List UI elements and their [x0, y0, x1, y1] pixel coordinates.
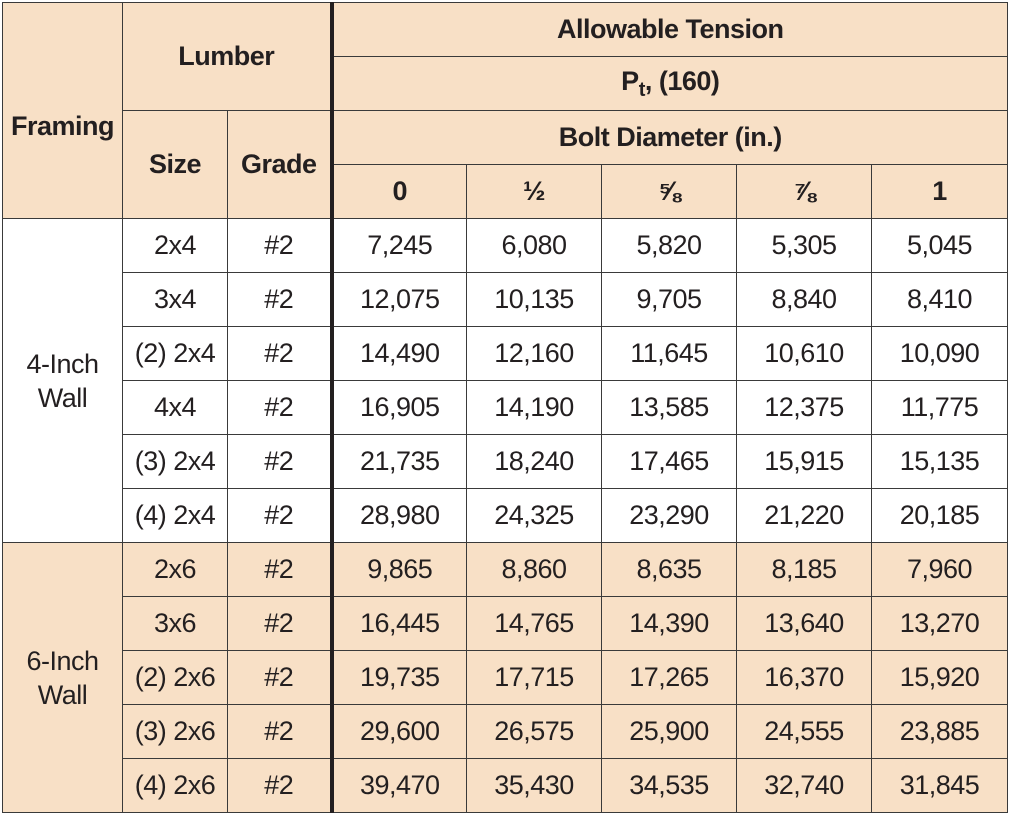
- tension-value-cell: 17,465: [602, 435, 737, 489]
- tension-value-cell: 20,185: [872, 489, 1008, 543]
- grade-cell: #2: [228, 435, 332, 489]
- tension-value-cell: 12,375: [737, 381, 872, 435]
- table-header: [3, 3, 1008, 219]
- tension-value-cell: 10,090: [872, 327, 1008, 381]
- tension-value-cell: 34,535: [602, 759, 737, 813]
- framing-label-line2: Wall: [37, 382, 88, 413]
- tension-value-cell: 12,075: [332, 273, 467, 327]
- framing-cell: [3, 219, 123, 543]
- tension-value-cell: 10,610: [737, 327, 872, 381]
- grade-cell: #2: [228, 219, 332, 273]
- tension-value-cell: 13,585: [602, 381, 737, 435]
- diameter-col-header: 1: [872, 165, 1008, 219]
- size-header: Size: [123, 111, 228, 219]
- diameter-col-header: 0: [332, 165, 467, 219]
- size-cell: 2x4: [123, 219, 228, 273]
- tension-value-cell: 5,305: [737, 219, 872, 273]
- diameter-col-header: ⅞: [737, 165, 872, 219]
- tension-value-cell: 8,185: [737, 543, 872, 597]
- framing-header-spacer: [3, 3, 123, 111]
- tension-value-cell: 8,410: [872, 273, 1008, 327]
- size-cell: 3x6: [123, 597, 228, 651]
- size-cell: 3x4: [123, 273, 228, 327]
- tension-value-cell: 31,845: [872, 759, 1008, 813]
- grade-cell: #2: [228, 651, 332, 705]
- tension-value-cell: 14,190: [467, 381, 602, 435]
- pt-subscript: t: [638, 78, 645, 101]
- tension-value-cell: 15,135: [872, 435, 1008, 489]
- size-cell: (3) 2x6: [123, 705, 228, 759]
- tension-value-cell: 9,705: [602, 273, 737, 327]
- framing-label-line2: Wall: [37, 679, 88, 710]
- tension-value-cell: 19,735: [332, 651, 467, 705]
- tension-value-cell: 25,900: [602, 705, 737, 759]
- tension-value-cell: 16,905: [332, 381, 467, 435]
- grade-cell: #2: [228, 489, 332, 543]
- tension-value-cell: 28,980: [332, 489, 467, 543]
- table-row: [3, 543, 1008, 597]
- tension-value-cell: 26,575: [467, 705, 602, 759]
- tension-value-cell: 21,220: [737, 489, 872, 543]
- tension-value-cell: 13,270: [872, 597, 1008, 651]
- framing-label-line1: 4-Inch: [26, 348, 99, 379]
- tension-value-cell: 15,920: [872, 651, 1008, 705]
- tension-value-cell: 39,470: [332, 759, 467, 813]
- tension-value-cell: 10,135: [467, 273, 602, 327]
- table-row: [3, 327, 1008, 381]
- tension-value-cell: 7,960: [872, 543, 1008, 597]
- size-cell: (3) 2x4: [123, 435, 228, 489]
- tension-value-cell: 8,840: [737, 273, 872, 327]
- size-cell: 4x4: [123, 381, 228, 435]
- grade-cell: #2: [228, 327, 332, 381]
- grade-cell: #2: [228, 543, 332, 597]
- framing-label-line1: 6-Inch: [26, 645, 99, 676]
- allowable-tension-table: [2, 2, 1008, 813]
- table-row: [3, 651, 1008, 705]
- tension-value-cell: 8,860: [467, 543, 602, 597]
- grade-header: Grade: [228, 111, 332, 219]
- grade-cell: #2: [228, 705, 332, 759]
- pt-load-duration: , (160): [644, 65, 720, 96]
- tension-value-cell: 16,445: [332, 597, 467, 651]
- size-cell: (2) 2x4: [123, 327, 228, 381]
- table-row: [3, 705, 1008, 759]
- lumber-header: Lumber: [123, 3, 332, 111]
- tension-value-cell: 13,640: [737, 597, 872, 651]
- tension-value-cell: 24,325: [467, 489, 602, 543]
- tension-value-cell: 35,430: [467, 759, 602, 813]
- pt-load-header: [332, 57, 1008, 111]
- diameter-col-header: ⅝: [602, 165, 737, 219]
- table-row: [3, 759, 1008, 813]
- tension-value-cell: 15,915: [737, 435, 872, 489]
- grade-cell: #2: [228, 381, 332, 435]
- tension-value-cell: 12,160: [467, 327, 602, 381]
- tension-value-cell: 5,820: [602, 219, 737, 273]
- tension-value-cell: 14,765: [467, 597, 602, 651]
- pt-symbol: P: [621, 65, 639, 96]
- tension-value-cell: 29,600: [332, 705, 467, 759]
- table-row: [3, 435, 1008, 489]
- tension-value-cell: 7,245: [332, 219, 467, 273]
- tension-value-cell: 17,715: [467, 651, 602, 705]
- tension-value-cell: 16,370: [737, 651, 872, 705]
- tension-value-cell: 32,740: [737, 759, 872, 813]
- tension-value-cell: 21,735: [332, 435, 467, 489]
- diameter-col-header: ½: [467, 165, 602, 219]
- tension-value-cell: 14,490: [332, 327, 467, 381]
- tension-value-cell: 18,240: [467, 435, 602, 489]
- tension-value-cell: 11,775: [872, 381, 1008, 435]
- table-row: [3, 381, 1008, 435]
- tension-value-cell: 23,885: [872, 705, 1008, 759]
- size-cell: (4) 2x4: [123, 489, 228, 543]
- tension-value-cell: 24,555: [737, 705, 872, 759]
- size-cell: 2x6: [123, 543, 228, 597]
- framing-header: Framing: [3, 111, 123, 219]
- size-cell: (2) 2x6: [123, 651, 228, 705]
- tension-value-cell: 8,635: [602, 543, 737, 597]
- table-row: [3, 273, 1008, 327]
- grade-cell: #2: [228, 273, 332, 327]
- tension-value-cell: 17,265: [602, 651, 737, 705]
- grade-cell: #2: [228, 759, 332, 813]
- table-row: [3, 489, 1008, 543]
- size-cell: (4) 2x6: [123, 759, 228, 813]
- table-row: [3, 219, 1008, 273]
- allowable-tension-header: Allowable Tension: [332, 3, 1008, 57]
- grade-cell: #2: [228, 597, 332, 651]
- tension-value-cell: 11,645: [602, 327, 737, 381]
- table-row: [3, 597, 1008, 651]
- table-body: [3, 219, 1008, 813]
- framing-cell: [3, 543, 123, 813]
- bolt-diameter-header: Bolt Diameter (in.): [332, 111, 1008, 165]
- tension-value-cell: 5,045: [872, 219, 1008, 273]
- tension-value-cell: 9,865: [332, 543, 467, 597]
- tension-value-cell: 14,390: [602, 597, 737, 651]
- tension-value-cell: 23,290: [602, 489, 737, 543]
- tension-value-cell: 6,080: [467, 219, 602, 273]
